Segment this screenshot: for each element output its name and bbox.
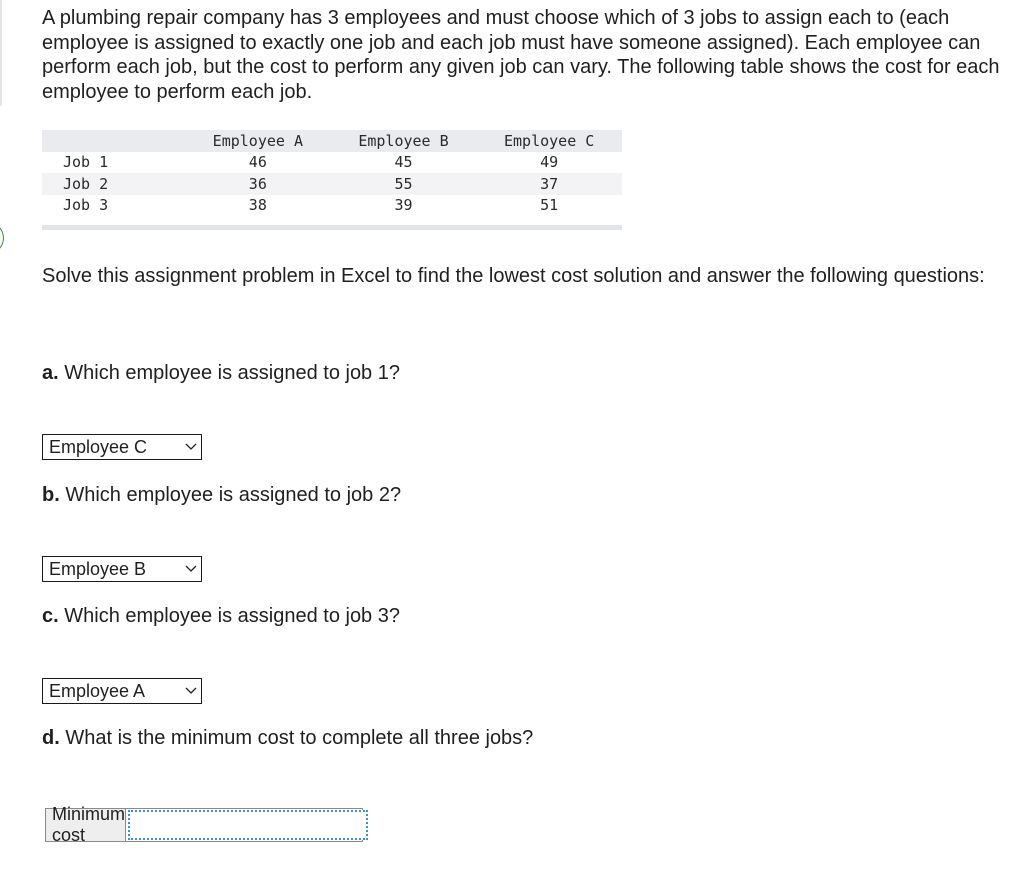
question-b: [42, 483, 401, 508]
question-text: Which employee is assigned to job 2?: [59, 484, 402, 506]
dropdown-value: Employee C: [49, 436, 148, 457]
table-cell: 51: [540, 196, 559, 215]
table-cell: 55: [394, 174, 413, 193]
column-header: Employee C: [504, 131, 595, 150]
answer-b-dropdown[interactable]: [42, 556, 202, 582]
table-cell: 45: [394, 153, 413, 172]
column-header: Employee B: [358, 131, 449, 150]
minimum-cost-label: Minimum cost: [46, 809, 126, 841]
table-row: [42, 195, 622, 217]
dropdown-value: Employee A: [49, 680, 146, 701]
instruction-text: Solve this assignment problem in Excel to find the lowest cost solution and answer the following questions:: [42, 265, 985, 287]
question-text: What is the minimum cost to complete all three jobs?: [59, 727, 534, 749]
table-corner: [42, 130, 185, 152]
table-cell: 46: [248, 153, 267, 172]
table-bottom-bar: [42, 225, 622, 230]
side-indicator: [0, 222, 4, 254]
question-letter: a.: [42, 362, 59, 384]
cost-table: [42, 130, 622, 216]
minimum-cost-row: [45, 804, 363, 845]
question-text: Which employee is assigned to job 1?: [58, 362, 400, 384]
answer-c-dropdown[interactable]: [42, 678, 202, 704]
table-header-row: [42, 130, 622, 152]
left-edge-divider: [0, 0, 2, 106]
table-cell: 36: [248, 174, 267, 193]
chevron-down-icon: [181, 687, 201, 695]
column-header: Employee A: [212, 131, 303, 150]
table-row: [42, 173, 622, 195]
answer-a-dropdown[interactable]: [42, 434, 202, 460]
question-c: [42, 604, 400, 629]
chevron-down-icon: [181, 443, 201, 451]
table-row: [42, 152, 622, 174]
question-a: [42, 361, 400, 386]
table-cell: 37: [540, 174, 559, 193]
row-header: Job 2: [63, 174, 109, 193]
question-text: Which employee is assigned to job 3?: [58, 605, 400, 627]
row-header: Job 3: [63, 196, 109, 215]
table-cell: 49: [540, 153, 559, 172]
question-letter: c.: [42, 605, 59, 627]
chevron-down-icon: [181, 565, 201, 573]
minimum-cost-input[interactable]: [128, 810, 368, 840]
question-letter: b.: [42, 484, 60, 506]
dropdown-value: Employee B: [49, 558, 147, 579]
table-cell: 39: [394, 196, 413, 215]
question-d: [42, 726, 533, 751]
question-letter: d.: [42, 727, 60, 749]
table-cell: 38: [248, 196, 267, 215]
problem-intro: A plumbing repair company has 3 employees and must choose which of 3 jobs to assign each to (each employee is assigned to exactly one job and each job must have someone assigned). Each employee can perform each job, but the cost to perform any given job can vary. The following table shows the cost for each employee to perform each job.: [42, 7, 1000, 103]
row-header: Job 1: [63, 153, 109, 172]
